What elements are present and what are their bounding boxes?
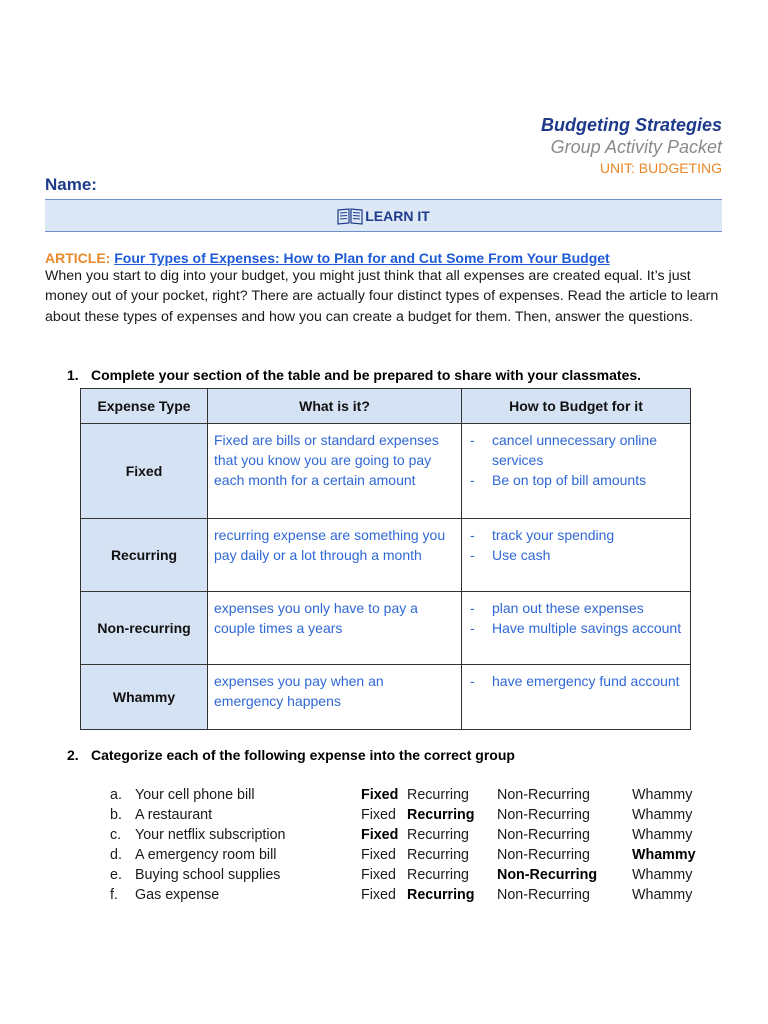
definition-cell[interactable]: expenses you only have to pay a couple times a years: [208, 592, 462, 665]
budget-tips-cell[interactable]: [462, 665, 691, 730]
learn-it-label: LEARN IT: [365, 207, 430, 224]
budget-tip: - cancel unnecessary online services: [492, 430, 684, 470]
option-whammy[interactable]: Whammy: [632, 887, 693, 903]
option-whammy[interactable]: Whammy: [632, 807, 693, 823]
budget-tip: - Use cash: [492, 545, 684, 565]
expense-type-cell: Non-recurring: [81, 592, 208, 665]
expense-type-cell: Whammy: [81, 665, 208, 730]
document-title: Budgeting Strategies: [540, 115, 722, 135]
learn-it-banner: [45, 199, 722, 232]
option-whammy[interactable]: Whammy: [632, 847, 696, 863]
list-item: [110, 807, 710, 827]
article-link[interactable]: Four Types of Expenses: How to Plan for and Cut Some From Your Budget: [114, 250, 610, 266]
item-letter: d.: [110, 847, 122, 863]
option-whammy[interactable]: Whammy: [632, 867, 693, 883]
table-row: [81, 592, 691, 665]
item-letter: a.: [110, 787, 122, 803]
option-recurring[interactable]: Recurring: [407, 887, 475, 903]
option-non-recurring[interactable]: Non-Recurring: [497, 887, 590, 903]
column-header: How to Budget for it: [462, 389, 691, 424]
option-non-recurring[interactable]: Non-Recurring: [497, 827, 590, 843]
list-item: [110, 867, 710, 887]
budget-tip: - Be on top of bill amounts: [492, 470, 684, 490]
intro-paragraph: When you start to dig into your budget, you might just think that all expenses are created equal. It’s just money out of your pocket, right? There are actually four distinct types of expenses. Read the article to learn about these types of expenses and how you can create a budget for them. Then, answer the questions.: [45, 268, 719, 325]
budget-tip: - track your spending: [492, 525, 684, 545]
list-item: [110, 787, 710, 807]
unit-label: UNIT: BUDGETING: [599, 160, 722, 176]
table-row: [81, 665, 691, 730]
option-non-recurring[interactable]: Non-Recurring: [497, 847, 590, 863]
option-recurring[interactable]: Recurring: [407, 827, 469, 843]
question-1: [67, 367, 641, 383]
option-fixed[interactable]: Fixed: [361, 787, 399, 803]
expense-types-table: [80, 388, 691, 730]
item-letter: c.: [110, 827, 122, 843]
budget-tip: - plan out these expenses: [492, 598, 684, 618]
item-letter: f.: [110, 887, 118, 903]
document-header: [541, 114, 722, 177]
item-text: Buying school supplies: [135, 867, 281, 883]
option-recurring[interactable]: Recurring: [407, 867, 469, 883]
option-whammy[interactable]: Whammy: [632, 827, 693, 843]
article-tag: ARTICLE:: [45, 250, 111, 266]
question-2: [67, 747, 515, 763]
item-text: Your cell phone bill: [135, 787, 255, 803]
budget-tips-cell[interactable]: [462, 424, 691, 519]
question-text: Complete your section of the table and be prepared to share with your classmates.: [91, 367, 642, 383]
expense-type-cell: Fixed: [81, 424, 208, 519]
question-number: 2.: [67, 747, 79, 763]
document-subtitle: Group Activity Packet: [550, 137, 722, 157]
option-non-recurring[interactable]: Non-Recurring: [497, 807, 590, 823]
list-item: [110, 827, 710, 847]
item-text: A restaurant: [135, 807, 213, 823]
option-recurring[interactable]: Recurring: [407, 787, 469, 803]
option-whammy[interactable]: Whammy: [632, 787, 693, 803]
option-fixed[interactable]: Fixed: [361, 807, 396, 823]
list-item: [110, 887, 710, 907]
book-icon: [337, 207, 363, 225]
definition-cell[interactable]: recurring expense are something you pay daily or a lot through a month: [208, 519, 462, 592]
budget-tip: - have emergency fund account: [492, 671, 684, 691]
article-line: [45, 250, 610, 266]
table-row: [81, 519, 691, 592]
question-text: Categorize each of the following expense into the correct group: [91, 747, 515, 763]
list-item: [110, 847, 710, 867]
definition-cell[interactable]: Fixed are bills or standard expenses that you know you are going to pay each month for a certain amount: [208, 424, 462, 519]
option-recurring[interactable]: Recurring: [407, 807, 475, 823]
option-recurring[interactable]: Recurring: [407, 847, 469, 863]
budget-tips-cell[interactable]: [462, 592, 691, 665]
option-fixed[interactable]: Fixed: [361, 887, 396, 903]
option-fixed[interactable]: Fixed: [361, 867, 396, 883]
expense-type-cell: Recurring: [81, 519, 208, 592]
question-number: 1.: [67, 367, 79, 383]
table-row: [81, 424, 691, 519]
budget-tip: - Have multiple savings account: [492, 618, 684, 638]
categorize-list: [110, 787, 710, 907]
option-fixed[interactable]: Fixed: [361, 827, 399, 843]
item-text: Your netflix subscription: [135, 827, 286, 843]
column-header: Expense Type: [81, 389, 208, 424]
item-letter: e.: [110, 867, 122, 883]
name-field-label: Name:: [45, 175, 97, 194]
budget-tips-cell[interactable]: [462, 519, 691, 592]
definition-cell[interactable]: expenses you pay when an emergency happens: [208, 665, 462, 730]
item-letter: b.: [110, 807, 122, 823]
item-text: Gas expense: [135, 887, 220, 903]
item-text: A emergency room bill: [135, 847, 277, 863]
option-fixed[interactable]: Fixed: [361, 847, 396, 863]
table-header-row: [81, 389, 691, 424]
option-non-recurring[interactable]: Non-Recurring: [497, 787, 590, 803]
column-header: What is it?: [208, 389, 462, 424]
option-non-recurring[interactable]: Non-Recurring: [497, 867, 598, 883]
